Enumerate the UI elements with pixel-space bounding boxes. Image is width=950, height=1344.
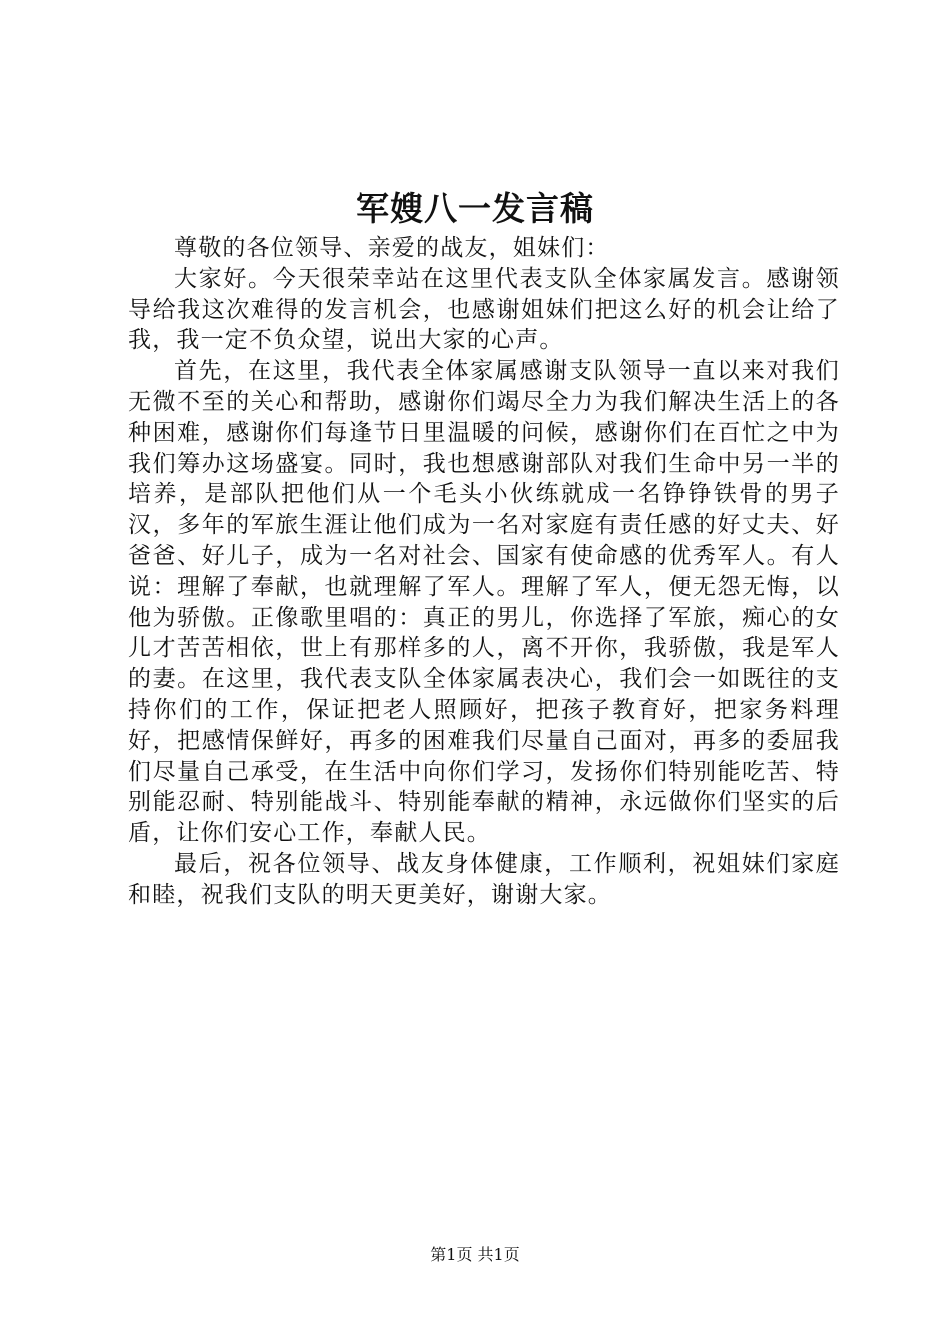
document-title: 军嫂八一发言稿 [356,189,594,228]
paragraph-1: 大家好。今天很荣幸站在这里代表支队全体家属发言。感谢领导给我这次难得的发言机会，也感谢姐妹们把这么好的机会让给了我，我一定不负众望，说出大家的心声。 [128,265,840,354]
salutation: 尊敬的各位领导、亲爱的战友，姐妹们： [174,235,610,261]
paragraph-2: 首先，在这里，我代表全体家属感谢支队领导一直以来对我们无微不至的关心和帮助，感谢你们竭尽全力为我们解决生活上的各种困难，感谢你们每逢节日里温暖的问候，感谢你们在百忙之中为我们筹办这场盛宴。同时，我也想感谢部队对我们生命中另一半的培养，是部队把他们从一个毛头小伙练就成一名铮铮铁骨的男子汉，多年的军旅生涯让他们成为一名对家庭有责任感的好丈夫、好爸爸、好儿子，成为一名对社会、国家有使命感的优秀军人。有人说：理解了奉献，也就理解了军人。理解了军人，便无怨无悔，以他为骄傲。正像歌里唱的：真正的男儿，你选择了军旅，痴心的女儿才苦苦相依，世上有那样多的人，离不开你，我骄傲，我是军人的妻。在这里，我代表支队全体家属表决心，我们会一如既往的支持你们的工作，保证把老人照顾好，把孩子教育好，把家务料理好，把感情保鲜好，再多的困难我们尽量自己面对，再多的委屈我们尽量自己承受，在生活中向你们学习，发扬你们特别能吃苦、特别能忍耐、特别能战斗、特别能奉献的精神，永远做你们坚实的后盾，让你们安心工作，奉献人民。 [128,358,840,847]
paragraph-3: 最后，祝各位领导、战友身体健康，工作顺利，祝姐妹们家庭和睦，祝我们支队的明天更美好，谢谢大家。 [128,850,840,908]
page-number-footer: 第1页 共1页 [430,1245,520,1264]
document-body [128,233,840,911]
